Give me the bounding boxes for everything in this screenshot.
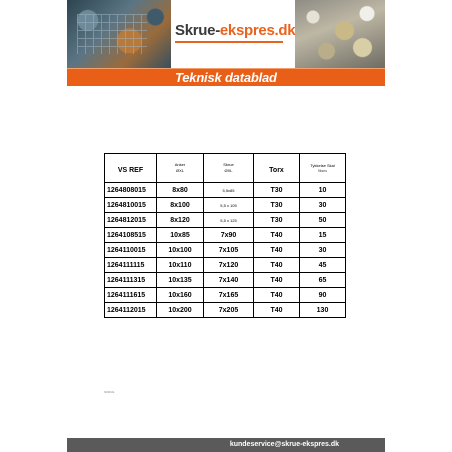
cell-skrue: 7x90	[204, 228, 254, 243]
table-row	[105, 213, 346, 228]
cell-anker: 8x80	[157, 183, 204, 198]
brand-name-accent: ekspres.dk	[219, 22, 296, 39]
cell-torx: T30	[254, 183, 300, 198]
cell-skrue: 7x140	[204, 273, 254, 288]
table-row	[105, 198, 346, 213]
cell-torx: T40	[254, 303, 300, 318]
datasheet-page	[67, 0, 385, 452]
cell-thickness: 50	[300, 213, 346, 228]
cell-thickness: 10	[300, 183, 346, 198]
table-row	[105, 183, 346, 198]
header-anker: Anker ØXL	[157, 154, 204, 183]
cell-torx: T40	[254, 273, 300, 288]
cell-skrue: 7x105	[204, 243, 254, 258]
cell-skrue: 7x205	[204, 303, 254, 318]
tool-grid-decoration	[77, 14, 147, 54]
cell-ref: 1264812015	[105, 213, 157, 228]
cell-torx: T30	[254, 213, 300, 228]
cell-anker: 10x100	[157, 243, 204, 258]
title-bar	[67, 68, 385, 86]
tools-photo	[67, 0, 171, 68]
page-title: Teknisk datablad	[175, 70, 277, 85]
cell-ref: 1264112015	[105, 303, 157, 318]
cell-anker: 10x110	[157, 258, 204, 273]
cell-anker: 10x135	[157, 273, 204, 288]
header-torx: Torx	[254, 154, 300, 183]
cell-skrue: 7x165	[204, 288, 254, 303]
footnote: SKRUE	[104, 390, 115, 394]
cell-thickness: 45	[300, 258, 346, 273]
cell-thickness: 15	[300, 228, 346, 243]
cell-torx: T40	[254, 228, 300, 243]
cell-torx: T30	[254, 198, 300, 213]
brand-name-prefix: Skrue-	[175, 22, 220, 39]
cell-torx: T40	[254, 258, 300, 273]
table-row	[105, 273, 346, 288]
screws-photo	[295, 0, 385, 68]
brand-logo	[171, 0, 295, 68]
footer-bar	[67, 438, 385, 452]
header-thickness: Tykkelse Skal fikses	[300, 154, 346, 183]
brand-logo-text	[175, 22, 295, 39]
table-row	[105, 288, 346, 303]
cell-anker: 8x100	[157, 198, 204, 213]
spec-table	[104, 153, 346, 318]
footer-email-link[interactable]: kundeservice@skrue-ekspres.dk	[229, 441, 339, 448]
table-row	[105, 243, 346, 258]
cell-torx: T40	[254, 288, 300, 303]
cell-thickness: 30	[300, 243, 346, 258]
brand-logo-underline	[175, 41, 283, 43]
cell-torx: T40	[254, 243, 300, 258]
cell-ref: 1264108515	[105, 228, 157, 243]
cell-skrue: 7x120	[204, 258, 254, 273]
cell-ref: 1264810015	[105, 198, 157, 213]
cell-thickness: 30	[300, 198, 346, 213]
header-ref: VS REF	[105, 154, 157, 183]
cell-ref: 1264111615	[105, 288, 157, 303]
cell-skrue: 5,5 x 125	[204, 213, 254, 228]
cell-ref: 1264111315	[105, 273, 157, 288]
cell-anker: 8x120	[157, 213, 204, 228]
table-row	[105, 303, 346, 318]
header-banner	[67, 0, 385, 68]
cell-thickness: 90	[300, 288, 346, 303]
header-skrue: Skrue ØXL	[204, 154, 254, 183]
cell-thickness: 130	[300, 303, 346, 318]
table-header-row	[105, 154, 346, 183]
cell-anker: 10x200	[157, 303, 204, 318]
table-row	[105, 228, 346, 243]
cell-anker: 10x85	[157, 228, 204, 243]
cell-skrue: 5,5 x 105	[204, 198, 254, 213]
cell-anker: 10x160	[157, 288, 204, 303]
cell-thickness: 65	[300, 273, 346, 288]
table-row	[105, 258, 346, 273]
cell-skrue: 5,5x85	[204, 183, 254, 198]
cell-ref: 1264111115	[105, 258, 157, 273]
cell-ref: 1264110015	[105, 243, 157, 258]
cell-ref: 1264808015	[105, 183, 157, 198]
